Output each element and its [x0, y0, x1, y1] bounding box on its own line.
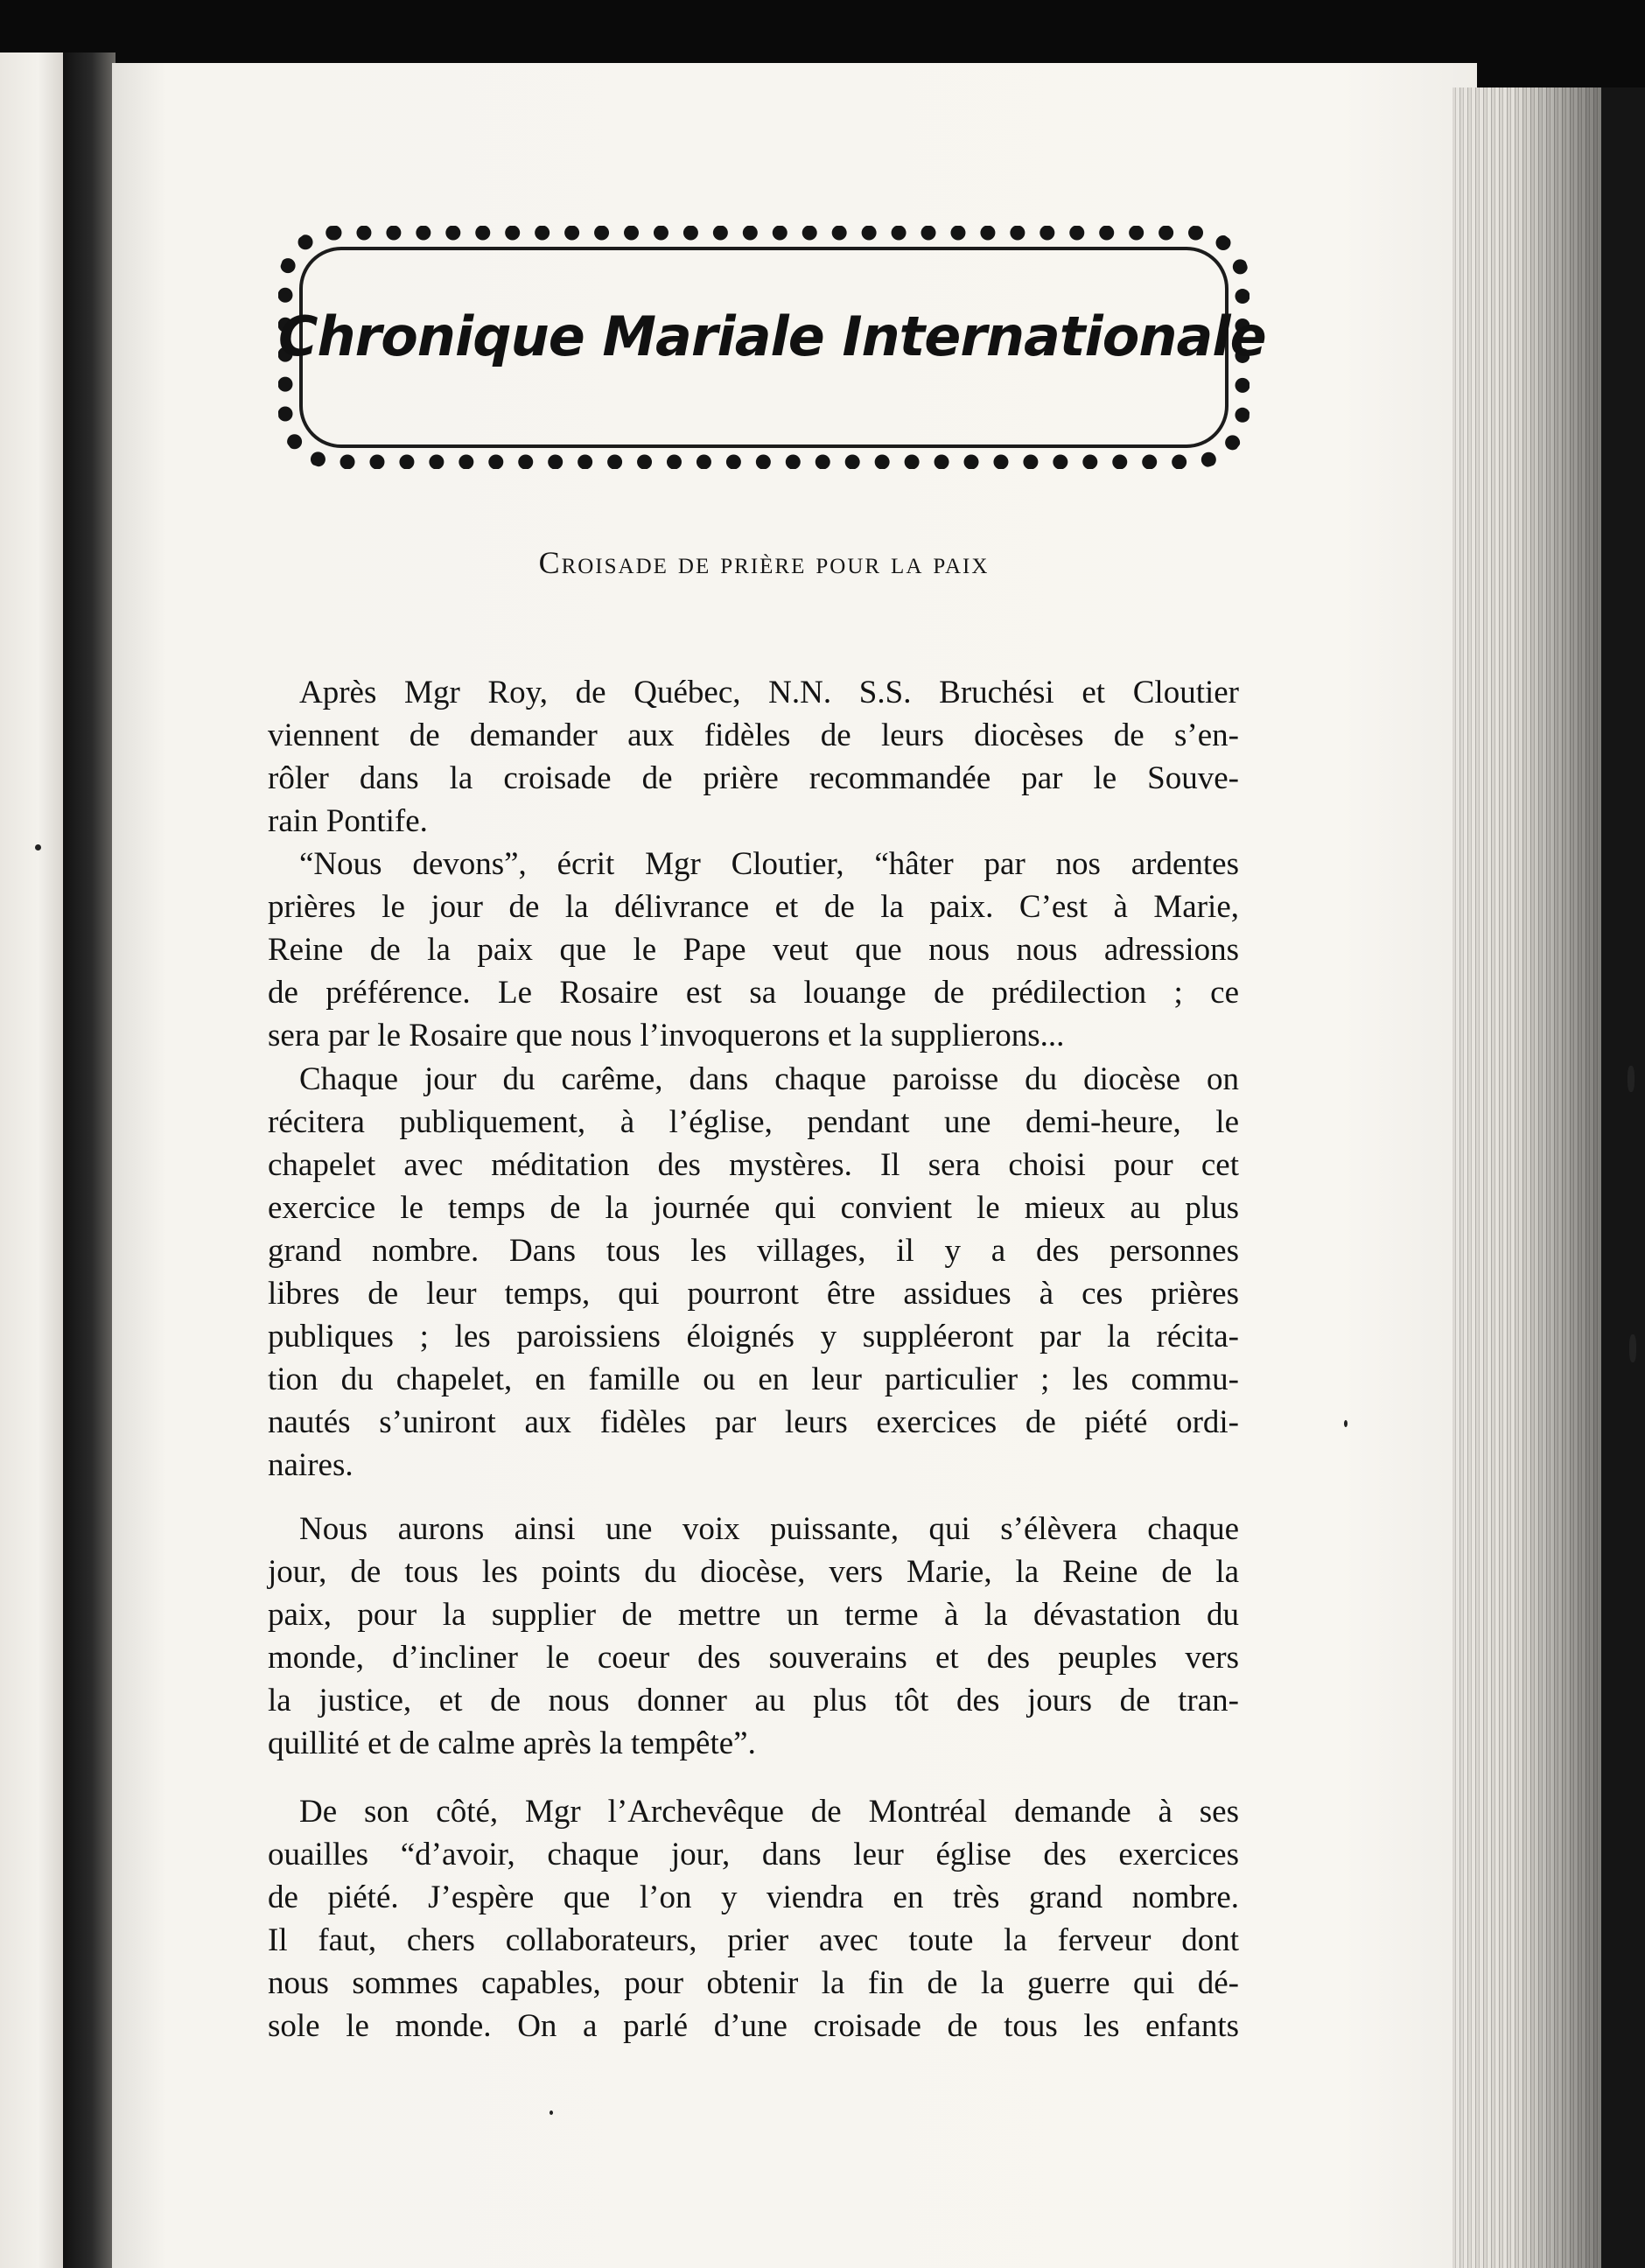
paragraph-3 [268, 1058, 1239, 1487]
section-subtitle: Croisade de prière pour la paix [538, 545, 990, 580]
text-line: publiques ; les paroissiens éloignés y suppléeront par la récita- [268, 1319, 1239, 1354]
text-line: récitera publiquement, à l’église, pendant une demi-heure, le [268, 1104, 1239, 1140]
scan-speck [35, 844, 41, 850]
paragraph-4 [268, 1508, 1239, 1765]
page-title: Chronique Mariale Internationale [278, 304, 1266, 368]
scan-speck [1629, 1334, 1636, 1362]
text-line: nous sommes capables, pour obtenir la fin de la guerre qui dé- [268, 1965, 1239, 2001]
text-line: sole le monde. On a parlé d’une croisade de tous les enfants [268, 2008, 1239, 2044]
text-line: de préférence. Le Rosaire est sa louange de prédilection ; ce [268, 975, 1239, 1011]
text-line: rain Pontife. [268, 803, 428, 839]
text-line: de piété. J’espère que l’on y viendra en très grand nombre. [268, 1880, 1239, 1915]
paragraph-5 [268, 1790, 1239, 2048]
text-line: nautés s’uniront aux fidèles par leurs exercices de piété ordi- [268, 1404, 1239, 1440]
text-line: Reine de la paix que le Pape veut que nous nous adressions [268, 932, 1239, 968]
text-line: exercice le temps de la journée qui convient le mieux au plus [268, 1190, 1239, 1226]
text-line: quillité et de calme après la tempête”. [268, 1726, 756, 1761]
text-line: libres de leur temps, qui pourront être assidues à ces prières [268, 1276, 1239, 1312]
binding-gutter [63, 52, 116, 2268]
text-line: prières le jour de la délivrance et de la paix. C’est à Marie, [268, 889, 1239, 925]
scan-speck [550, 2110, 553, 2115]
background-right [1601, 88, 1645, 2268]
text-line: grand nombre. Dans tous les villages, il y a des personnes [268, 1233, 1239, 1269]
scan-speck [1344, 1420, 1348, 1427]
paragraph-2 [268, 843, 1239, 1057]
text-line: chapelet avec méditation des mystères. Il sera choisi pour cet [268, 1147, 1239, 1183]
text-line: Chaque jour du carême, dans chaque paroisse du diocèse on [299, 1061, 1239, 1097]
text-line: “Nous devons”, écrit Mgr Cloutier, “hâter par nos ardentes [299, 846, 1239, 882]
text-line: tion du chapelet, en famille ou en leur particulier ; les commu- [268, 1362, 1239, 1397]
paragraph-1 [268, 671, 1239, 843]
text-line: paix, pour la supplier de mettre un terme à la dévastation du [268, 1597, 1239, 1633]
text-line: la justice, et de nous donner au plus tôt des jours de tran- [268, 1683, 1239, 1718]
text-line: naires. [268, 1447, 354, 1483]
previous-page-edge [0, 52, 63, 2268]
text-line: sera par le Rosaire que nous l’invoquerons et la supplierons... [268, 1018, 1065, 1054]
text-line: monde, d’incliner le coeur des souverains et des peuples vers [268, 1640, 1239, 1676]
text-line: Il faut, chers collaborateurs, prier avec toute la ferveur dont [268, 1922, 1239, 1958]
text-line: Après Mgr Roy, de Québec, N.N. S.S. Bruchési et Cloutier [299, 675, 1239, 710]
page-edges-shadow [1452, 88, 1601, 2268]
text-line: ouailles “d’avoir, chaque jour, dans leur église des exercices [268, 1837, 1239, 1872]
text-line: Nous aurons ainsi une voix puissante, qui s’élèvera chaque [299, 1511, 1239, 1547]
text-line: De son côté, Mgr l’Archevêque de Montréal demande à ses [299, 1794, 1239, 1830]
scan-speck [1628, 1066, 1634, 1092]
text-line: rôler dans la croisade de prière recommandée par le Souve- [268, 760, 1239, 796]
text-line: viennent de demander aux fidèles de leurs diocèses de s’en- [268, 718, 1239, 753]
text-line: jour, de tous les points du diocèse, vers Marie, la Reine de la [268, 1554, 1239, 1590]
